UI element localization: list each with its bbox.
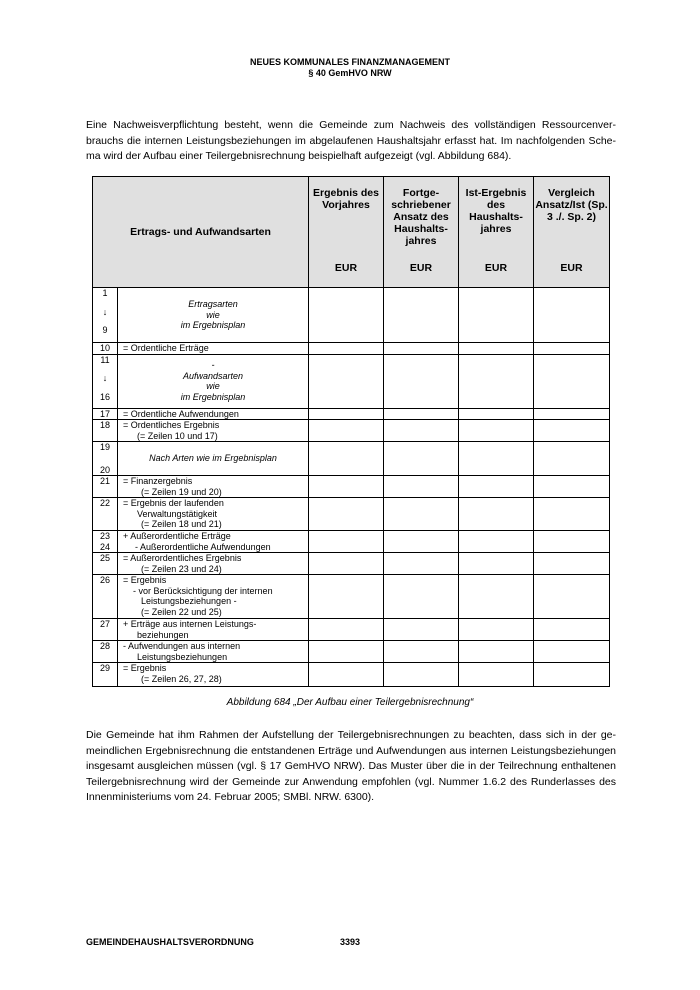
table-row <box>93 498 610 531</box>
column-header: Ergebnis des Vorjahres <box>313 187 379 211</box>
row-number: 17 <box>93 408 118 420</box>
unit-label: EUR <box>334 262 358 274</box>
table-row <box>93 420 610 442</box>
table-row <box>93 619 610 641</box>
table-row <box>93 343 610 355</box>
row-number: 27 <box>93 619 118 641</box>
unit-label: EUR <box>560 262 583 274</box>
row-label: = Ergebnis (= Zeilen 26, 27, 28) <box>118 663 309 687</box>
row-label: Nach Arten wie im Ergebnisplan <box>118 442 309 476</box>
table-row <box>93 641 610 663</box>
row-label: = Ergebnis - vor Berücksichtigung der internen Leistungsbeziehungen - (= Zeilen 22 und 25) <box>118 575 309 619</box>
header-cell <box>309 177 384 288</box>
arrow-down-icon: ↓ <box>102 306 108 317</box>
row-number: 18 <box>93 420 118 442</box>
header-cell <box>534 177 610 288</box>
table-row <box>93 354 610 408</box>
row-label: Ertragsarten wie im Ergebnisplan <box>118 288 309 343</box>
row-number: 23 24 <box>93 531 118 553</box>
header-cell <box>384 177 459 288</box>
table-row <box>93 553 610 575</box>
row-number: 28 <box>93 641 118 663</box>
row-number: 22 <box>93 498 118 531</box>
row-number: 26 <box>93 575 118 619</box>
outro-paragraph: Die Gemeinde hat ihm Rahmen der Aufstellung der Teilergebnisrechnungen zu beachten, dass sich in der ge-meindlichen Ergebnisrechnung die entstandenen Erträge und Aufwendungen aus internen Leistungsbeziehungen insgesamt ausgleichen müssen (vgl. § 17 GemHVO NRW). Das Muster über die in der Teilrechnung enthaltenen Teilergebnisrechnung wird der Gemeinde zur Anwendung empfohlen (vgl. Nummer 1.6.2 des Runderlasses des Innenministeriums vom 24. Februar 2005; SMBl. NRW. 6300). <box>86 729 616 803</box>
header-cell <box>459 177 534 288</box>
row-number: 19 20 <box>93 442 118 476</box>
row-number: 11 ↓ 16 <box>93 354 118 408</box>
row-label: + Erträge aus internen Leistungs- beziehungen <box>118 619 309 641</box>
row-number: 10 <box>93 343 118 355</box>
figure-caption: Abbildung 684 „Der Aufbau einer Teilergebnisrechnung“ <box>226 697 474 708</box>
row-label: = Ordentliche Erträge <box>118 343 309 355</box>
unit-label: EUR <box>409 262 433 274</box>
row-number: 29 <box>93 663 118 687</box>
column-header: Ertrags- und Aufwandsarten <box>130 226 271 238</box>
column-header: Vergleich Ansatz/Ist (Sp. 3 ./. Sp. 2) <box>535 187 608 223</box>
table-row <box>93 408 610 420</box>
header-subtitle: § 40 GemHVO NRW <box>308 68 392 78</box>
page-number: 3393 <box>340 937 361 947</box>
table-row <box>93 531 610 553</box>
row-number: 25 <box>93 553 118 575</box>
header-title: NEUES KOMMUNALES FINANZMANAGEMENT <box>250 57 450 67</box>
footer-title: GEMEINDEHAUSHALTSVERORDNUNG <box>86 937 254 947</box>
row-label: = Außerordentliches Ergebnis (= Zeilen 23 und 24) <box>118 553 309 575</box>
header-cell-arten <box>93 177 309 288</box>
table-header-row <box>93 177 610 288</box>
table-row <box>93 442 610 476</box>
row-label: - Aufwendungen aus internen Leistungsbeziehungen <box>118 641 309 663</box>
column-header: Fortge-schriebener Ansatz des Haushalts-jahres <box>391 187 451 247</box>
row-number: 1 ↓ 9 <box>93 288 118 343</box>
row-number: 21 <box>93 476 118 498</box>
table-row <box>93 476 610 498</box>
unit-label: EUR <box>484 262 508 274</box>
arrow-down-icon: ↓ <box>102 373 108 383</box>
row-label: = Ordentliches Ergebnis (= Zeilen 10 und 17) <box>118 420 309 442</box>
row-label: = Ergebnis der laufenden Verwaltungstätigkeit (= Zeilen 18 und 21) <box>118 498 309 531</box>
row-label: = Finanzergebnis (= Zeilen 19 und 20) <box>118 476 309 498</box>
row-label: = Ordentliche Aufwendungen <box>118 408 309 420</box>
table-row <box>93 663 610 687</box>
teilergebnis-table <box>92 176 610 687</box>
table-row <box>93 288 610 343</box>
intro-paragraph: Eine Nachweisverpflichtung besteht, wenn die Gemeinde zum Nachweis des vollständigen Ressourcenver-brauchs die internen Leistungsbeziehungen im abgelaufenen Haushaltsjahr erfasst hat. Im nachfolgenden Sche-ma wird der Aufbau einer Teilergebnisrechnung beispielhaft aufgezeigt (vgl. Abbildung 684). <box>86 119 616 162</box>
column-header: Ist-Ergebnis des Haushalts-jahres <box>465 187 527 235</box>
row-label: - Aufwandsarten wie im Ergebnisplan <box>118 354 309 408</box>
row-label: + Außerordentliche Erträge - Außerordentliche Aufwendungen <box>118 531 309 553</box>
table-row <box>93 575 610 619</box>
